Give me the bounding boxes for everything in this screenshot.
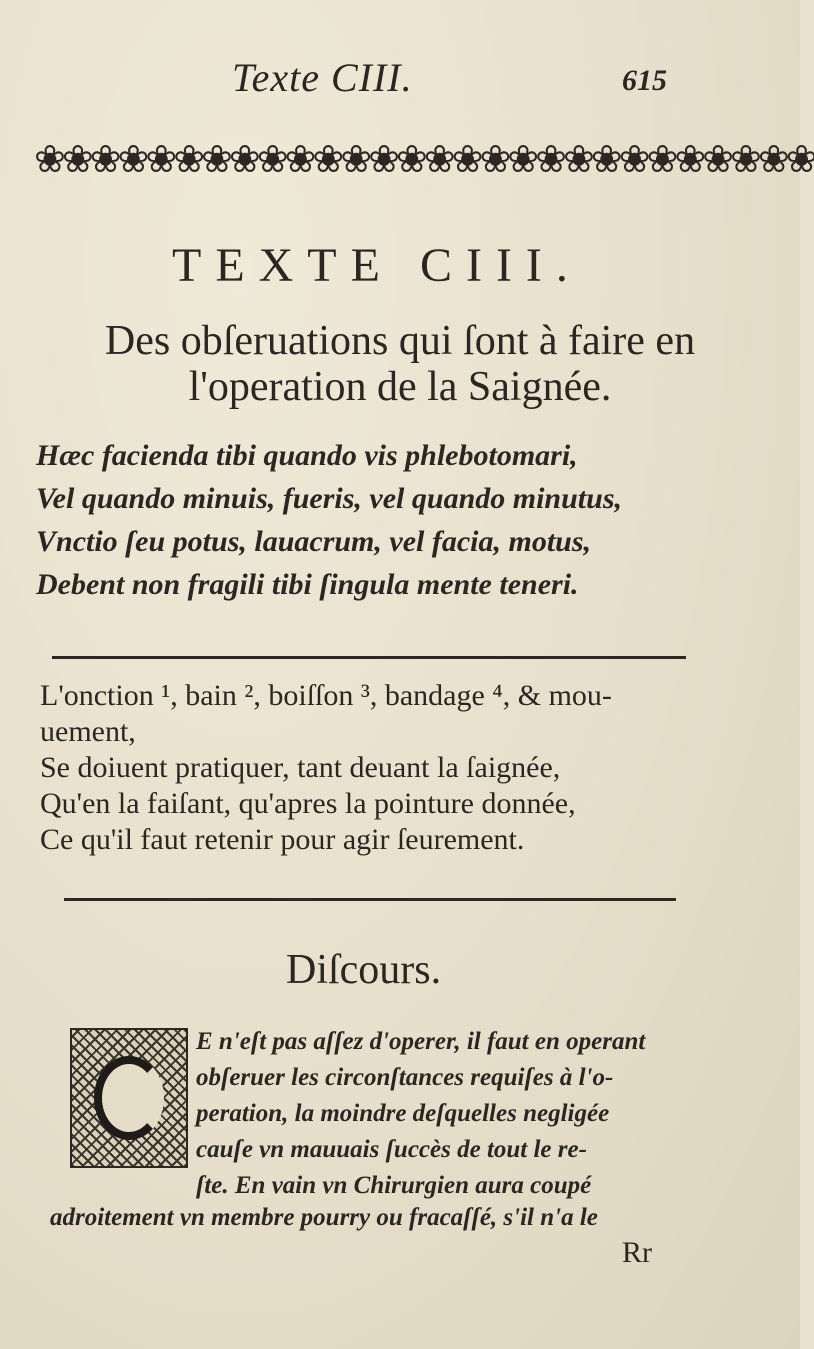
initial-letter-c-icon	[94, 1056, 164, 1140]
discourse-line: E n'eſt pas aſſez d'operer, il faut en operant	[196, 1028, 646, 1055]
discourse-text	[196, 1024, 716, 1204]
french-verse	[40, 678, 730, 858]
discourse-line: obſeruer les circonſtances requiſes à l'o-	[196, 1064, 614, 1091]
french-verse-line: Se doiuent pratiquer, tant deuant la ſaignée,	[40, 751, 561, 784]
discourse-line: peration, la moindre deſquelles negligée	[196, 1100, 610, 1127]
decorative-ornament-band: ❀❀❀❀❀❀❀❀❀❀❀❀❀❀❀❀❀❀❀❀❀❀❀❀❀❀❀❀	[34, 137, 814, 181]
latin-verse	[36, 434, 736, 606]
running-head	[0, 54, 800, 104]
french-verse-line: Ce qu'il faut retenir pour agir ſeurement.	[40, 823, 525, 856]
french-verse-line: Qu'en la faiſant, qu'apres la pointure donnée,	[40, 787, 576, 820]
horizontal-rule	[52, 656, 686, 659]
section-heading: TEXTE CIII.	[172, 239, 582, 292]
discourse-line: ſte. En vain vn Chirurgien aura coupé	[196, 1172, 592, 1199]
latin-verse-line: Hæc facienda tibi quando vis phlebotomari,	[36, 439, 578, 472]
horizontal-rule	[64, 898, 676, 901]
page-number: 615	[622, 64, 667, 97]
discourse-heading: Diſcours.	[286, 947, 442, 993]
french-verse-line: L'onction ¹, bain ², boiſſon ³, bandage ⁴, & mou-	[40, 679, 612, 712]
subtitle-line: Des obſeruations qui ſont à faire en	[104, 318, 696, 364]
latin-verse-line: Vnctio ſeu potus, lauacrum, vel facia, motus,	[36, 525, 592, 558]
discourse-line: cauſe vn mauuais ſuccès de tout le re-	[196, 1136, 587, 1163]
section-subtitle	[40, 318, 760, 410]
discourse-line-full: adroitement vn membre pourry ou fracaſſé, s'il n'a le	[50, 1204, 598, 1231]
decorated-initial-icon	[70, 1028, 188, 1168]
subtitle-line: l'operation de la Saignée.	[188, 364, 612, 410]
catchword: Rr	[622, 1236, 652, 1269]
running-title: Texte CIII.	[232, 55, 413, 100]
latin-verse-line: Vel quando minuis, fueris, vel quando minutus,	[36, 482, 622, 515]
latin-verse-line: Debent non fragili tibi ſingula mente teneri.	[36, 568, 579, 601]
french-verse-line: uement,	[40, 715, 136, 748]
